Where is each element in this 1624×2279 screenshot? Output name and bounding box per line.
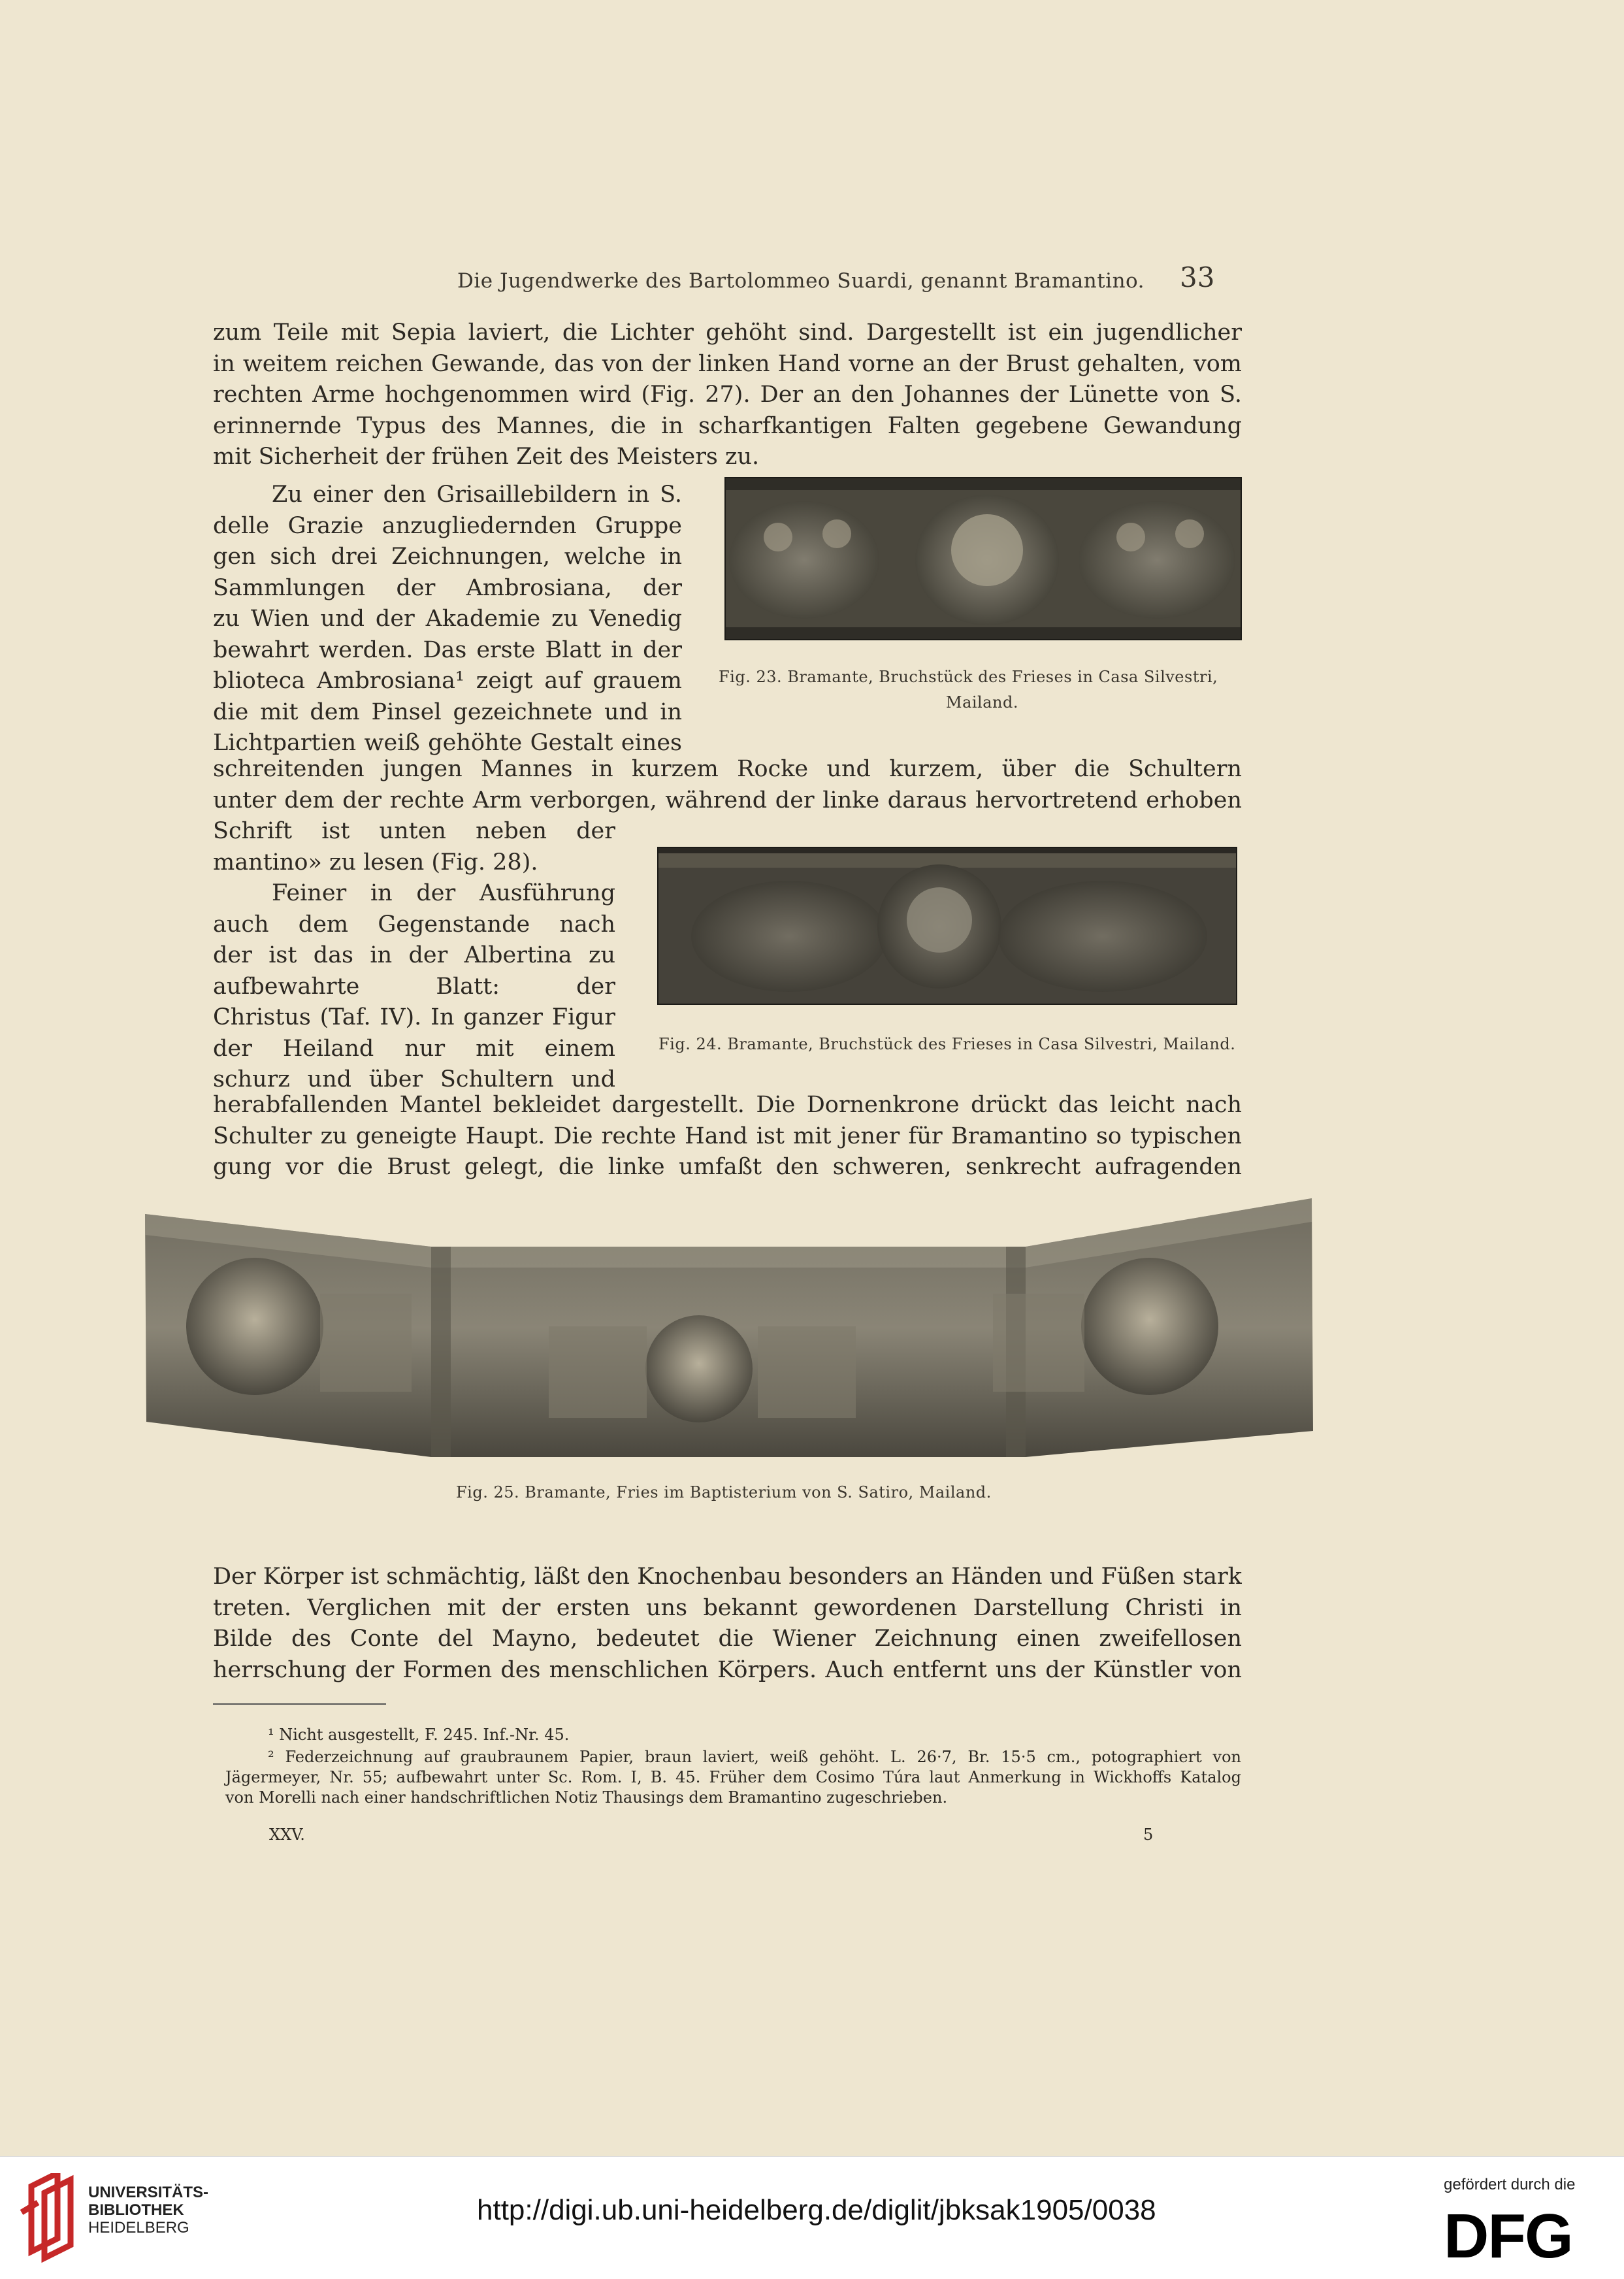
- text-line: in weitem reichen Gewande, das von der linken Hand vorne an der Brust gehalten, vom: [213, 350, 1242, 377]
- footnote-line: ² Federzeichnung auf graubraunem Papier, braun laviert, weiß gehöht. L. 26·7, Br. 15·5 cm., potographiert von: [268, 1748, 1241, 1766]
- text-line: zu Wien und der Akademie zu Venedig: [213, 606, 682, 632]
- paragraph-3-narrow: [213, 878, 615, 1096]
- text-line: Sammlungen der Ambrosiana, der: [213, 574, 682, 601]
- text-line: herabfallenden Mantel bekleidet dargestellt. Die Dornenkrone drückt das leicht nach: [213, 1092, 1242, 1118]
- text-line: herrschung der Formen des menschlichen Körpers. Auch entfernt uns der Künstler von: [213, 1656, 1242, 1683]
- paragraph-3-wide: [213, 1090, 1242, 1183]
- text-line: Lichtpartien weiß gehöhte Gestalt eines: [213, 730, 682, 756]
- text-line: schreitenden jungen Mannes in kurzem Rocke und kurzem, über die Schultern: [213, 756, 1242, 782]
- text-line: Christus (Taf. IV). In ganzer Figur: [213, 1004, 615, 1030]
- text-line: der Heiland nur mit einem: [213, 1035, 615, 1062]
- text-line: delle Grazie anzugliedernden Gruppe: [213, 512, 682, 539]
- text-line: die mit dem Pinsel gezeichnete und in: [213, 698, 682, 725]
- funding-label: gefördert durch die: [1444, 2176, 1576, 2193]
- text-line: der ist das in der Albertina zu: [213, 942, 615, 968]
- text-line: treten. Verglichen mit der ersten uns bekannt gewordenen Darstellung Christi in: [213, 1594, 1242, 1621]
- footnote-2: [225, 1747, 1241, 1808]
- text-line: mantino» zu lesen (Fig. 28).: [213, 849, 538, 876]
- library-line-2: BIBLIOTHEK: [88, 2201, 184, 2219]
- figure-23-caption: Fig. 23. Bramante, Bruchstück des Frieses in Casa Silvestri,: [719, 668, 1218, 686]
- figure-25-caption: Fig. 25. Bramante, Fries im Baptisterium von S. Satiro, Mailand.: [456, 1483, 992, 1501]
- library-line-1: UNIVERSITÄTS-: [88, 2184, 209, 2201]
- permalink-url[interactable]: http://digi.ub.uni-heidelberg.de/diglit/jbksak1905/0038: [477, 2194, 1156, 2226]
- dfg-logo[interactable]: DFG: [1444, 2201, 1572, 2271]
- text-line: auch dem Gegenstande nach: [213, 911, 615, 938]
- figure-24-caption: Fig. 24. Bramante, Bruchstück des Frieses in Casa Silvestri, Mailand.: [658, 1035, 1236, 1053]
- figure-23-photo: [724, 477, 1242, 640]
- text-line: schurz und über Schultern und: [213, 1066, 615, 1092]
- footnote-line: Jägermeyer, Nr. 55; aufbewahrt unter Sc. Rom. I, B. 45. Früher dem Cosimo Túra laut Anmerkung in Wickhoffs Katalog: [225, 1768, 1241, 1786]
- text-line: unter dem der rechte Arm verborgen, während der linke daraus hervortretend erhoben: [213, 787, 1242, 813]
- text-line: mit Sicherheit der frühen Zeit des Meisters zu.: [213, 444, 760, 470]
- text-line: Feiner in der Ausführung: [272, 880, 615, 906]
- text-line: erinnernde Typus des Mannes, die in scharfkantigen Falten gegebene Gewandung: [213, 412, 1242, 439]
- paragraph-1: [213, 318, 1242, 473]
- paragraph-4: [213, 1562, 1242, 1686]
- library-emblem-icon: [18, 2173, 84, 2265]
- footnote-1: ¹ Nicht ausgestellt, F. 245. Inf.-Nr. 45.: [268, 1726, 570, 1744]
- frieze-relief-graphic: [658, 848, 1236, 1004]
- running-title: Die Jugendwerke des Bartolommeo Suardi, genannt Bramantino.: [457, 269, 1145, 293]
- footnote-rule: [213, 1703, 386, 1705]
- text-line: gen sich drei Zeichnungen, welche in: [213, 544, 682, 570]
- text-line: Der Körper ist schmächtig, läßt den Knochenbau besonders an Händen und Füßen stark: [213, 1564, 1242, 1590]
- figure-23-caption-line2: Mailand.: [946, 693, 1018, 712]
- text-line: aufbewahrte Blatt: der: [213, 973, 615, 1000]
- text-line: blioteca Ambrosiana¹ zeigt auf grauem: [213, 668, 682, 694]
- library-line-3: HEIDELBERG: [88, 2219, 189, 2237]
- text-line: gung vor die Brust gelegt, die linke umfaßt den schweren, senkrecht aufragenden: [213, 1154, 1242, 1180]
- text-line: Bilde des Conte del Mayno, bedeutet die Wiener Zeichnung einen zweifellosen: [213, 1626, 1242, 1652]
- signature-mark: XXV.: [269, 1826, 305, 1844]
- paragraph-2-narrow-2: [213, 816, 615, 878]
- paragraph-2-narrow: [213, 480, 682, 759]
- paragraph-2-wide: [213, 754, 1242, 816]
- text-line: Schrift ist unten neben der: [213, 818, 615, 844]
- text-line: Zu einer den Grisaillebildern in S.: [272, 482, 682, 508]
- text-line: Schulter zu geneigte Haupt. Die rechte Hand ist mit jener für Bramantino so typischen: [213, 1123, 1242, 1149]
- figure-25-photo: [144, 1196, 1313, 1457]
- figure-24-photo: [657, 847, 1237, 1005]
- university-library-logo[interactable]: [18, 2173, 84, 2267]
- text-line: rechten Arme hochgenommen wird (Fig. 27). Der an den Johannes der Lünette von S.: [213, 382, 1242, 408]
- page-number: 33: [1180, 261, 1215, 293]
- text-line: zum Teile mit Sepia laviert, die Lichter gehöht sind. Dargestellt ist ein jugendlicher: [213, 320, 1242, 346]
- footnote-line: von Morelli nach einer handschriftlichen Notiz Thausings dem Bramantino zugeschrieben.: [225, 1788, 948, 1807]
- frieze-relief-graphic: [726, 478, 1241, 639]
- text-line: bewahrt werden. Das erste Blatt in der: [213, 636, 682, 663]
- university-library-name: [88, 2184, 208, 2237]
- signature-number: 5: [1143, 1826, 1154, 1844]
- baptistery-frieze-graphic: [144, 1196, 1313, 1457]
